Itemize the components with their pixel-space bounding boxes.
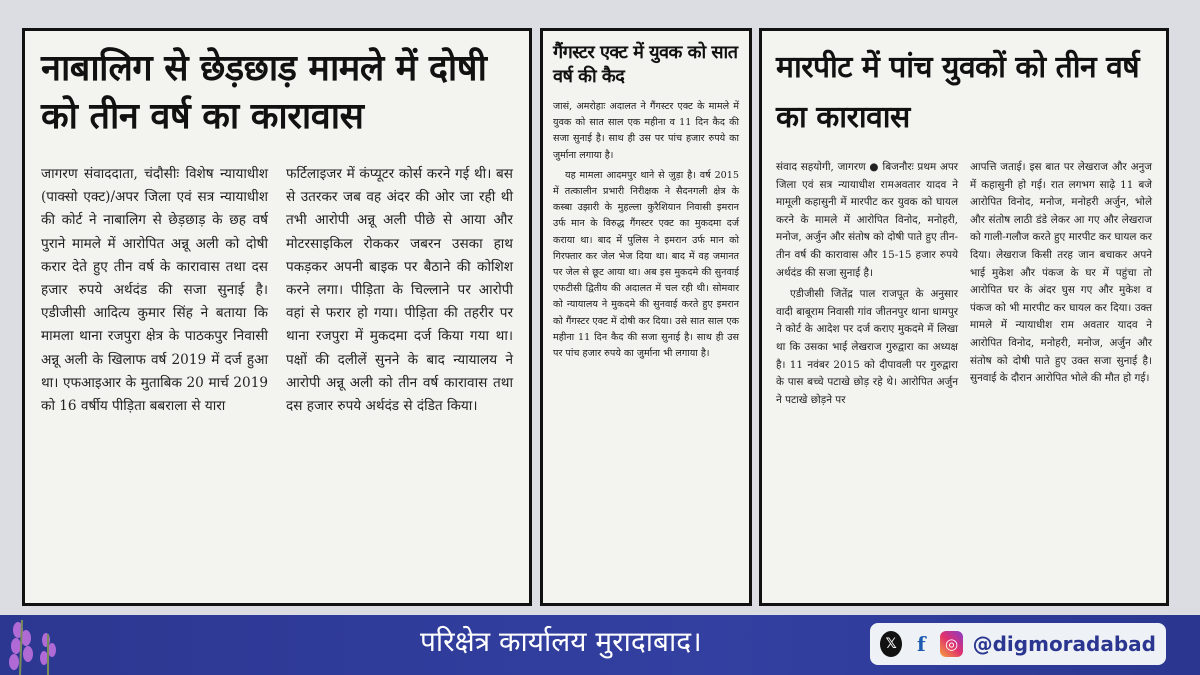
instagram-icon[interactable]: ◎	[940, 631, 962, 657]
clipping-body	[776, 159, 1152, 409]
clipping-paragraph: जागरण संवाददाता, चंदौसीः विशेष न्यायाधीश (पाक्सो एक्ट)/अपर जिला एवं सत्र न्यायाधीश की कोर्ट ने नाबालिग से छेड़छाड़ के छह वर्ष पुराने मामले में आरोपित अन्नू अली को दोषी करार देते हुए तीन वर्ष के कारावास तथा दस हजार रुपये अर्थदंड की सजा सुनाई है। एडीजीसी आदित्य कुमार सिंह ने बताया कि मामला थाना रजपुरा क्षेत्र के पाठकपुर निवासी अन्नू अली के खिलाफ वर्ष 2019 में दर्ज हुआ था। एफआइआर के मुताबिक 20 मार्च 2019 को 16 वर्षीय पीड़िता बबराला से यारा	[41, 166, 268, 415]
news-clipping-gangster-act	[540, 28, 752, 606]
news-clipping-pocso-case	[22, 28, 532, 606]
clipping-body	[553, 99, 739, 362]
social-handle-badge[interactable]	[870, 623, 1166, 665]
clipping-column-2	[970, 159, 1152, 409]
clipping-paragraph: एडीजीसी जितेंद्र पाल राजपूत के अनुसार वादी बाबूराम निवासी गांव जीतनपुर थाना धामपुर ने कोर्ट के आदेश पर दर्ज कराए मुकदमे में लिखा था कि उसका भाई लेखराज गुरुद्वारा का अध्यक्ष है। 11 नवंबर 2015 को दीपावली पर गुरुद्वारा के पास बच्चे पटाखे छोड़ रहे थे। आरोपित अर्जुन ने पटाखे छोड़ने पर	[776, 288, 958, 406]
clipping-column-1	[776, 159, 958, 409]
clipping-headline: गैंगस्टर एक्ट में युवक को सात वर्ष की कैद	[553, 42, 738, 87]
x-twitter-icon[interactable]: 𝕏	[880, 631, 902, 657]
office-title: परिक्षेत्र कार्यालय मुरादाबाद।	[420, 625, 702, 658]
clipping-paragraph: यह मामला आदमपुर थाने से जुड़ा है। वर्ष 2015 में तत्कालीन प्रभारी निरीक्षक ने सैदनगली क्षेत्र के कस्बा उझारी के मुहल्ला कुरैशियान निवासी इमरान उर्फ मान के विरुद्ध गैंगस्टर एक्ट का मुकदमा दर्ज कराया था। बाद में पुलिस ने इमरान उर्फ मान को गिरफ्तार कर जेल भेज दिया था। बाद में वह जमानत पर जेल से छूट आया था। अब इस मुकदमे की सुनवाई एफटीसी द्वितीय की अदालत में चल रही थी। सोमवार को न्यायालय ने मुकदमे की सुनवाई करते हुए इमरान को गैंगस्टर एक्ट में दोषी कर दिया। उसे सात साल एक महीना 11 दिन कैद की सजा सुनाई है। साथ ही उस पर पांच हजार रुपये का जुर्माना भी लगाया है।	[553, 169, 739, 360]
facebook-icon[interactable]: f	[917, 632, 926, 656]
news-clipping-assault-case	[759, 28, 1169, 606]
clipping-headline: मारपीट में पांच युवकों को तीन वर्ष का कारावास	[776, 50, 1140, 135]
clipping-body	[41, 163, 513, 418]
clipping-paragraph: जासं, अमरोहाः अदालत ने गैंगस्टर एक्ट के मामले में युवक को सात साल एक महीना व 11 दिन कैद की सजा सुनाई है। साथ ही उस पर पांच हजार रुपये का जुर्माना लगाया है।	[553, 101, 739, 161]
clipping-column-2	[286, 163, 513, 418]
clipping-column-1	[41, 163, 268, 418]
clipping-paragraph: फर्टिलाइजर में कंप्यूटर कोर्स करने गई थी। बस से उतरकर जब वह अंदर की ओर जा रही थी तभी आरोपी अन्नू अली पीछे से आया और मोटरसाइकिल रोककर जबरन उसका हाथ पकड़कर अपनी बाइक पर बैठाने की कोशिश करने लगा। पीड़िता के चिल्लाने पर आरोपी वहां से फरार हो गया। पीड़िता की तहरीर पर थाना रजपुरा में मुकदमा दर्ज किया गया था। पक्षों की दलीलें सुनने के बाद न्यायालय ने आरोपी अन्नू अली को तीन वर्ष कारावास तथा दस हजार रुपये अर्थदंड से दंडित किया।	[286, 166, 513, 415]
lavender-flower-icon	[0, 600, 80, 675]
social-handle[interactable]: @digmoradabad	[972, 632, 1156, 656]
clipping-headline: नाबालिग से छेड़छाड़ मामले में दोषी को तीन वर्ष का कारावास	[41, 48, 487, 137]
clipping-paragraph: संवाद सहयोगी, जागरण ● बिजनौरः प्रथम अपर जिला एवं सत्र न्यायाधीश रामअवतार यादव ने मामूली कहासुनी में मारपीट कर युवक को घायल करने के मामले में आरोपित विनोद, मनोहरी, मनोज, अर्जुन और संतोष को दोषी पाते हुए तीन-तीन वर्ष की कारावास और 15-15 हजार रुपये अर्थदंड की सजा सुनाई है।	[776, 161, 958, 279]
clipping-paragraph: आपत्ति जताई। इस बात पर लेखराज और अनुज में कहासुनी हो गई। रात लगभग साढ़े 11 बजे आरोपित विनोद, मनोज, मनोहरी अर्जुन, भोले और संतोष लाठी डंडे लेकर आ गए और लेखराज को गाली-गलौज करते हुए मारपीट कर घायल कर दिया। लेखराज किसी तरह जान बचाकर अपने भाई मुकेश और पंकज के घर में पहुंचा तो आरोपित घर के अंदर घुस गए और मुकेश व पंकज को भी मारपीट कर घायल कर दिया। उक्त मामले में न्यायाधीश राम अवतार यादव ने आरोपित विनोद, मनोहरी, मनोज, अर्जुन और संतोष को दोषी पाते हुए उक्त सजा सुनाई है। सुनवाई के दौरान आरोपित भोले की मौत हो गई।	[970, 161, 1152, 385]
